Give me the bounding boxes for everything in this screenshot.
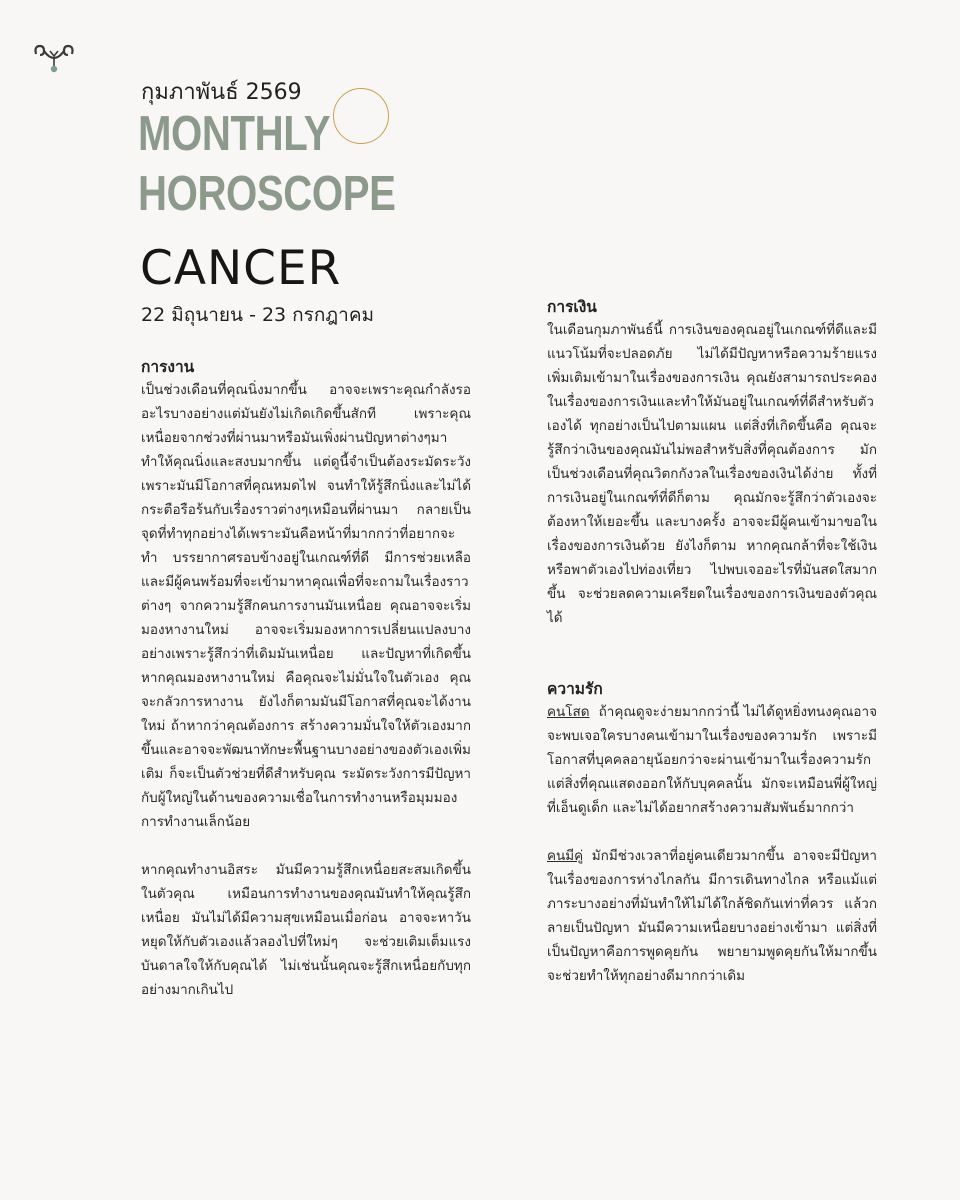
single-text: ถ้าคุณดูจะง่ายมากกว่านี้ ไม่ได้ดูหยิ่งทนงคุณอาจจะพบเจอใครบางคนเข้ามาในเรื่องของความรัก เพราะมีโอกาสที่บุคคลอายุน้อยกว่าจะผ่านเข้ามาในเรื่องความรัก แต่สิ่งที่คุณแสดงออกให้กับบุคคลนั้น มักจะเหมือนพี่ผู้ใหญ่ที่เอ็นดูเด็ก และไม่ได้อยากสร้างความสัมพันธ์มากกว่า [547,704,877,816]
work-heading: การงาน [141,358,195,376]
love-section [547,678,877,988]
zodiac-dates: 22 มิถุนายน - 23 กรกฎาคม [141,304,375,326]
title-line-horoscope: HOROSCOPE [138,167,396,221]
work-paragraph-1: เป็นช่วงเดือนที่คุณนิ่งมากขึ้น อาจจะเพราะคุณกำลังรออะไรบางอย่างแต่มันยังไม่เกิดเกิดขึ้นสักที เพราะคุณเหนื่อยจากช่วงที่ผ่านมาหรือมันเพิ่งผ่านปัญหาต่างๆมา ทำให้คุณนิ่งและสงบมากขึ้น แต่ดูนี้จำเป็นต้องระมัดระวัง เพราะมันมีโอกาสที่คุณหมดไฟ จนทำให้รู้สึกนิ่งและไม่ได้กระตือรือร้นกับเรื่องราวต่างๆเหมือนที่ผ่านมา กลายเป็นจุดที่ทำทุกอย่างได้เพราะมันคือหน้าที่มากกว่าที่อยากจะทำ บรรยากาศรอบข้างอยู่ในเกณฑ์ที่ดี มีการช่วยเหลือและมีผู้คนพร้อมที่จะเข้ามาหาคุณเพื่อที่จะถามในเรื่องราวต่างๆ จากความรู้สึกคนการงานมันเหนื่อย คุณอาจจะเริ่มมองหางานใหม่ อาจจะเริ่มมองหาการเปลี่ยนแปลงบางอย่างเพราะรู้สึกว่าที่เดิมมันเหนื่อย และปัญหาที่เกิดขึ้นหากคุณมองหางานใหม่ คือคุณจะไม่มั่นใจในตัวเอง คุณจะกลัวการหางาน ยังไงก็ตามมันมีโอกาสที่คุณจะได้งานใหม่ ถ้าหากว่าคุณต้องการ สร้างความมั่นใจให้ตัวเองมากขึ้นและอาจจะพัฒนาทักษะพื้นฐานบางอย่างของตัวเองเพิ่มเติม ก็จะเป็นตัวช่วยที่ดีสำหรับคุณ ระมัดระวังการมีปัญหากับผู้ใหญ่ในด้านของความเชื่อในการทำงานหรือมุมมองการทำงานเล็กน้อย [141,382,471,830]
right-column [547,296,877,988]
love-couple-paragraph [547,844,877,988]
love-heading: ความรัก [547,680,603,698]
brand-logo-icon [30,40,78,80]
title-line-monthly: MONTHLY [138,107,331,161]
single-label: คนโสด [547,704,590,720]
money-section [547,296,877,630]
money-heading: การเงิน [547,298,597,316]
work-section [141,356,471,1002]
work-paragraph-2: หากคุณทำงานอิสระ มันมีความรู้สึกเหนื่อยสะสมเกิดขึ้นในตัวคุณ เหมือนการทำงานของคุณมันทำให้คุณรู้สึกเหนื่อย มันไม่ได้มีความสุขเหมือนเมื่อก่อน อาจจะหาวันหยุดให้กับตัวเองแล้วลองไปที่ใหม่ๆ จะช่วยเติมเต็มแรงบันดาลใจให้กับคุณได้ ไม่เช่นนั้นคุณจะรู้สึกเหนื่อยกับทุกอย่างมากเกินไป [141,862,471,998]
couple-text: มักมีช่วงเวลาที่อยู่คนเดียวมากขึ้น อาจจะมีปัญหาในเรื่องของการห่างไกลกัน มีการเดินทางไกล หรือแม้แต่ภาระบางอย่างที่มันทำให้ไม่ได้ใกล้ชิดกันเท่าที่ควร แล้วกลายเป็นปัญหา มันมีความเหนื่อยบางอย่างเข้ามา แต่สิ่งที่เป็นปัญหาคือการพูดคุยกัน พยายามพูดคุยกันให้มากขึ้น จะช่วยทำให้ทุกอย่างดีมากกว่าเดิม [547,848,878,984]
month-label: กุมภาพันธ์ 2569 [141,80,302,105]
money-paragraph: ในเดือนกุมภาพันธ์นี้ การเงินของคุณอยู่ในเกณฑ์ที่ดีและมีแนวโน้มที่จะปลอดภัย ไม่ได้มีปัญหาหรือความร้ายแรงเพิ่มเติมเข้ามาในเรื่องของการเงิน คุณยังสามารถประคองในเรื่องของการเงินและทำให้มันอยู่ในเกณฑ์ที่ดีสำหรับตัวเองได้ ทุกอย่างเป็นไปตามแผน แต่สิ่งที่เกิดขึ้นคือ คุณจะรู้สึกว่าเงินของคุณมันไม่พอสำหรับสิ่งที่คุณต้องการ มักเป็นช่วงเดือนที่คุณวิตกกังวลในเรื่องของเงินได้ง่าย ทั้งที่การเงินอยู่ในเกณฑ์ที่ดีก็ตาม คุณมักจะรู้สึกว่าตัวเองจะต้องหาให้เยอะขึ้น และบางครั้ง อาจจะมีผู้คนเข้ามาขอในเรื่องของการเงินด้วย ยังไงก็ตาม หากคุณกล้าที่จะใช้เงินหรือพาตัวเองไปท่องเที่ยว ไปพบเจออะไรที่มันสดใสมากขึ้น จะช่วยลดความเครียดในเรื่องของการเงินของตัวคุณได้ [547,322,877,626]
zodiac-sign: CANCER [140,241,342,296]
love-single-paragraph [547,700,877,820]
page-title [138,104,396,224]
couple-label: คนมีคู่ [547,848,584,864]
